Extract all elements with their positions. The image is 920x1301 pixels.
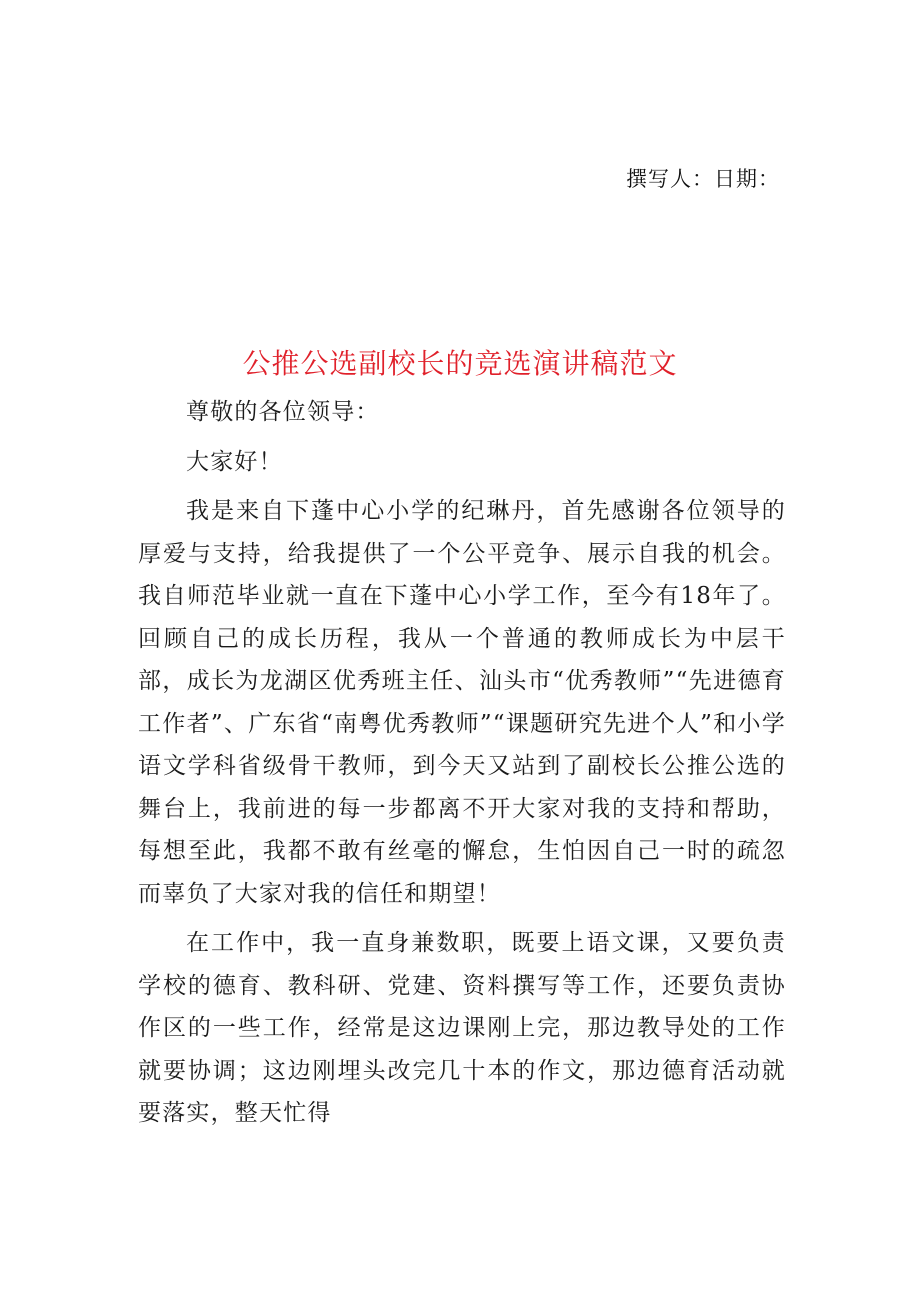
body-paragraph-2: 在工作中，我一直身兼数职，既要上语文课，又要负责学校的德育、教科研、党建、资料撰写等工作，还要负责协作区的一些工作，经常是这边课刚上完，那边教导处的工作就要协调；这边刚埋头改完几十本的作文，那边德育活动就要落实，整天忙得 bbox=[138, 930, 786, 1126]
greeting: 大家好！ bbox=[186, 448, 283, 475]
salutation: 尊敬的各位领导： bbox=[186, 399, 380, 425]
author-date-line: 撰写人：日期： bbox=[626, 167, 780, 191]
document-title: 公推公选副校长的竞选演讲稿范文 bbox=[242, 347, 678, 380]
body-paragraph-1: 我是来自下蓬中心小学的纪琳丹，首先感谢各位领导的厚爱与支持，给我提供了一个公平竞争、展示自我的机会。我自师范毕业就一直在下蓬中心小学工作，至今有18年了。回顾自己的成长历程，我从一个普通的教师成长为中层干部，成长为龙湖区优秀班主任、汕头市“优秀教师”“先进德育工作者”、广东省“南粤优秀教师”“课题研究先进个人”和小学语文学科省级骨干教师，到今天又站到了副校长公推公选的舞台上，我前进的每一步都离不开大家对我的支持和帮助，每想至此，我都不敢有丝毫的懈怠，生怕因自己一时的疏忽而辜负了大家对我的信任和期望！ bbox=[138, 498, 786, 907]
document-body bbox=[138, 391, 786, 1142]
